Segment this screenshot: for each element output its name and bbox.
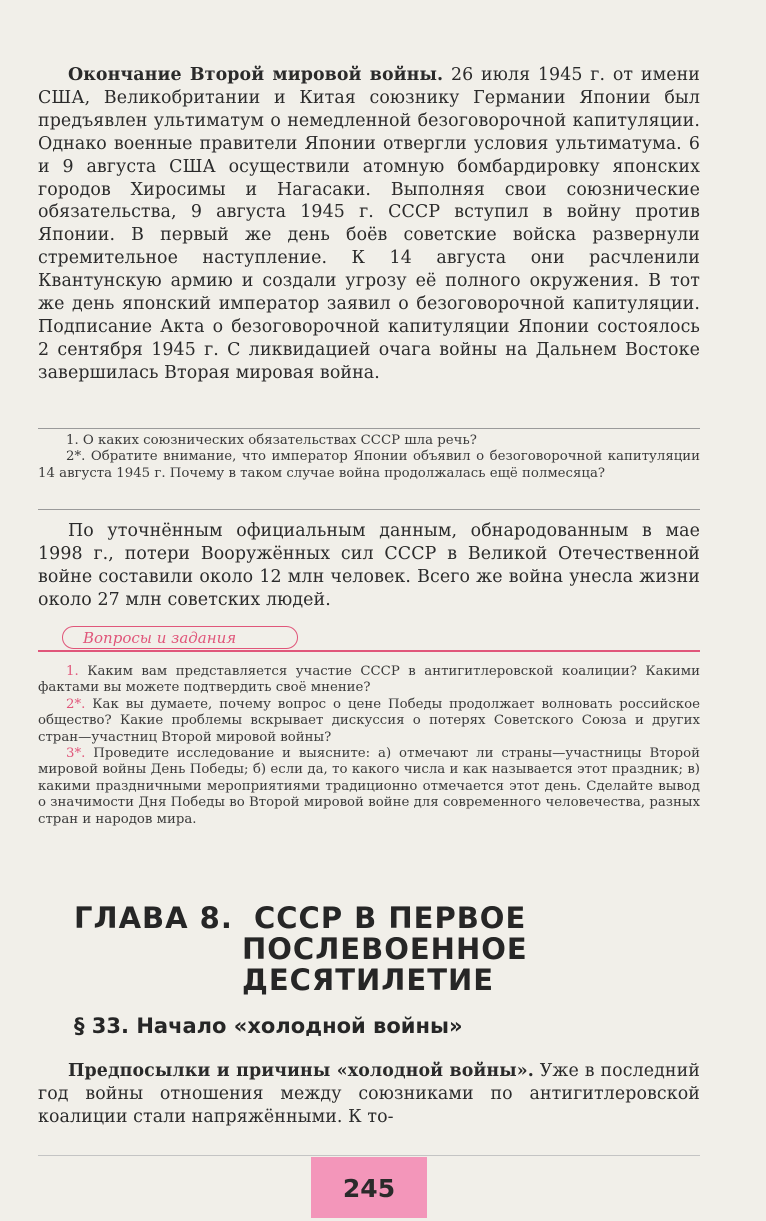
task-number: 2*. — [66, 696, 86, 712]
tasks-header: Вопросы и задания — [62, 626, 298, 649]
paragraph-lead: Окончание Второй мировой войны. — [68, 65, 444, 85]
cold-war-paragraph — [38, 1060, 700, 1129]
chapter-heading — [74, 901, 528, 997]
footer-divider — [38, 1155, 700, 1156]
page-number: 245 — [311, 1157, 427, 1218]
task-text: Проведите исследование и выясните: а) отмечают ли страны—участницы Второй мировой войны День Победы; б) если да, то какого числа и как называется этот праздник; в) какими праздничными мероприятиями традиционно отмечается этот день. Сделайте вывод о значимости Дня Победы во Второй мировой войне для современного человечества, разных стран и народов мира. — [38, 746, 700, 827]
task-text: Каким вам представляется участие СССР в антигитлеровской коалиции? Какими фактами вы можете подтвердить своё мнение? — [38, 664, 700, 696]
task-number: 3*. — [66, 746, 86, 762]
question-1: 1. О каких союзнических обязательствах СССР шла речь? — [66, 433, 477, 448]
chapter-title-line-1: СССР В ПЕРВОЕ — [253, 901, 527, 935]
losses-text: По уточнённым официальным данным, обнародованным в мае 1998 г., потери Вооружённых сил СССР в Великой Отечественной войне составили около 12 млн человек. Всего же война унесла жизни около 27 млн советских людей. — [38, 521, 700, 610]
tasks-underline — [38, 650, 700, 652]
task-item — [38, 664, 700, 697]
paragraph-body: Уже в последний год войны отношения между союзниками по антигитлеровской коалиции стали напряжёнными. К то- — [38, 1061, 700, 1127]
losses-paragraph — [38, 520, 700, 612]
task-number: 1. — [66, 664, 79, 679]
divider — [38, 428, 700, 429]
paragraph-body: 26 июля 1945 г. от имени США, Великобритании и Китая союзнику Германии Японии был предъявлен ультиматум о немедленной безоговорочной капитуляции. Однако военные правители Японии отвергли условия ультиматума. 6 и 9 августа США осуществили атомную бомбардировку японских городов Хиросимы и Нагасаки. Выполняя свои союзнические обязательства, 9 августа 1945 г. СССР вступил в войну против Японии. В первый же день боёв советские войска развернули стремительное наступление. К 14 августа они расчленили Квантунскую армию и создали угрозу её полного окружения. В тот же день японский император заявил о безоговорочной капитуляции. Подписание Акта о безоговорочной капитуляции Японии состоялось 2 сентября 1945 г. С ликвидацией очага войны на Дальнем Востоке завершилась Вторая мировая война. — [38, 65, 700, 383]
main-paragraph — [38, 64, 700, 385]
inline-questions — [38, 433, 700, 482]
tasks-list — [38, 664, 700, 828]
question-2: 2*. Обратите внимание, что император Японии объявил о безоговорочной капитуляции 14 августа 1945 г. Почему в таком случае война продолжалась ещё полмесяца? — [38, 449, 700, 481]
chapter-label: ГЛАВА 8. — [74, 901, 233, 935]
chapter-title-line-2: ПОСЛЕВОЕННОЕ — [242, 932, 528, 966]
section-title: § 33. Начало «холодной войны» — [74, 1014, 463, 1038]
task-item — [38, 697, 700, 746]
divider — [38, 509, 700, 510]
paragraph-lead: Предпосылки и причины «холодной войны». — [68, 1061, 534, 1081]
task-item — [38, 746, 700, 828]
task-text: Как вы думаете, почему вопрос о цене Победы продолжает волновать российское общество? Какие проблемы вскрывает дискуссия о потерях Советского Союза и других стран—участниц Второй мировой войны? — [38, 696, 700, 745]
chapter-title-line-3: ДЕСЯТИЛЕТИЕ — [242, 963, 495, 997]
